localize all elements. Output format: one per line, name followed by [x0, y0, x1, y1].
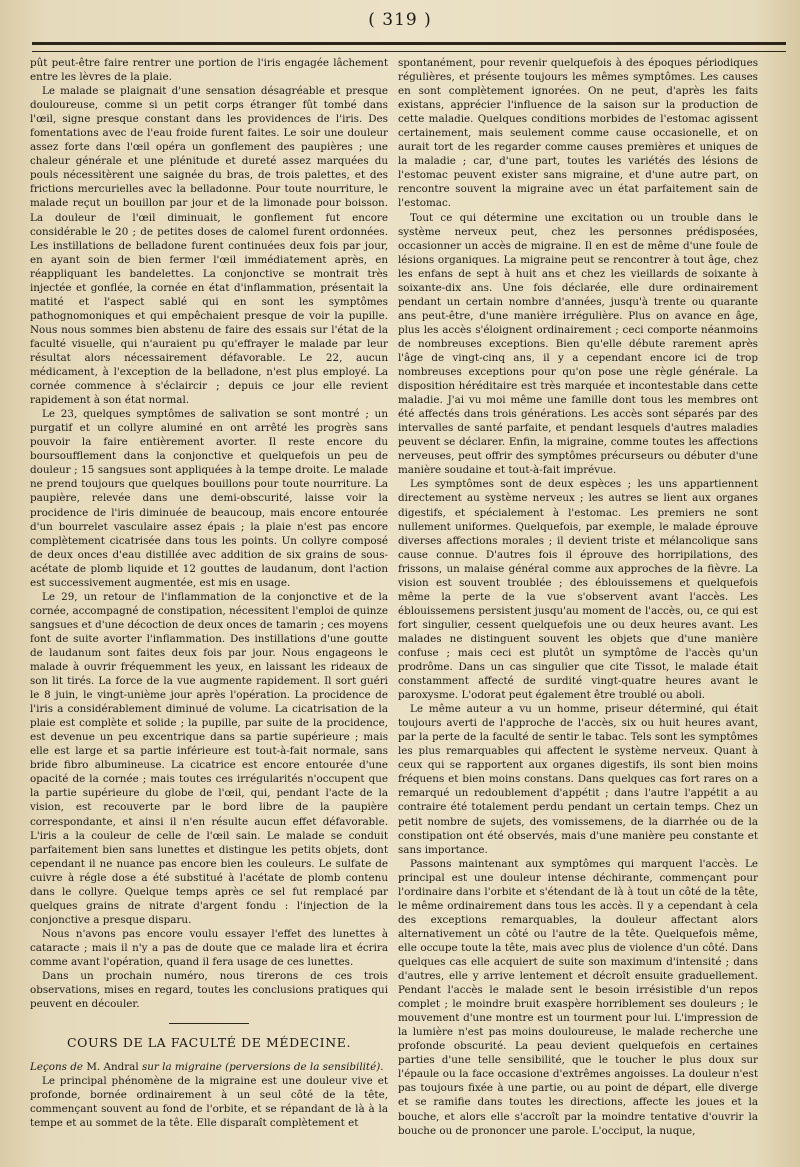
header-rule [32, 42, 786, 52]
paragraph: Tout ce qui détermine une excitation ou un trouble dans le système nerveux peut, chez les personnes prédisposées, occasionner un accès de migraine. Il en est de même d'une foule de lésions organiques. La migraine peut se rencontrer à tout âge, chez les enfans de sept à huit ans et chez les vieillards de soixante à soixante-dix ans. Une fois déclarée, elle dure ordinairement pendant un certain nombre d'années, jusqu'à trente ou quarante ans peut-être, d'une manière irrégulière. Plus on avance en âge, plus les accès s'éloignent ordinairement ; ceci comporte néanmoins de nombreuses exceptions. Bien qu'elle débute rarement après l'âge de vingt-cinq ans, il y a cependant encore ici de trop nombreuses exceptions pour qu'on pose une règle générale. La disposition héréditaire est très marquée et incontestable dans cette maladie. J'ai vu moi même une famille dont tous les membres ont été affectés dans trois générations. Les accès sont séparés par des intervalles de santé parfaite, et pendant lesquels d'autres maladies peuvent se déclarer. Enfin, la migraine, comme toutes les affections nerveuses, peut offrir des symptômes précurseurs ou débuter d'une manière soudaine et tout-à-fait imprévue. [398, 211, 758, 477]
paragraph: Nous n'avons pas encore voulu essayer l'effet des lunettes à cataracte ; mais il n'y a pas de doute que ce malade lira et écrira comme avant l'opération, quand il fera usage de ces lunettes. [30, 927, 388, 968]
left-after-paragraphs [30, 1074, 388, 1130]
lecture-label: Leçons de [30, 1061, 84, 1074]
section-title: COURS DE LA FACULTÉ DE MÉDECINE. [66, 1035, 352, 1051]
lecture-heading [30, 1060, 388, 1074]
paragraph: Dans un prochain numéro, nous tirerons de ces trois observations, mises en regard, toutes les conclusions pratiques qui peuvent en découler. [30, 970, 388, 1011]
left-column [30, 56, 388, 1156]
section-separator [169, 1023, 249, 1024]
right-column [398, 56, 758, 1156]
paragraph: Le principal phénomène de la migraine est une douleur vive et profonde, bornée ordinairement à un seul côté de la tête, commençant souvent au fond de l'orbite, et se répandant de là à la tempe et au sommet de la tête. Elle disparaît complètement et [30, 1075, 388, 1130]
paragraph: pût peut-être faire rentrer une portion de l'iris engagée lâchement entre les lèvres de la plaie. [30, 57, 388, 84]
lecture-subject: sur la migraine (perversions de la sensibilité). [141, 1061, 384, 1074]
paragraph: Le malade se plaignait d'une sensation désagréable et presque douloureuse, comme si un petit corps étranger fût tombé dans l'œil, signe presque constant dans les providences de l'iris. Des fomentations avec de l'eau froide furent faites. Le soir une douleur assez forte dans l'œil opéra un gonflement des paupières ; une chaleur générale et une plénitude et dureté assez marquées du pouls nécessitèrent une saignée du bras, de trois palettes, et des frictions mercurielles avec la belladonne. Pour toute nourriture, le malade reçut un bouillon par jour et de la limonade pour boisson. La douleur de l'œil diminuait, le gonflement fut encore considérable le 20 ; de petites doses de calomel furent ordonnées. Les instillations de belladone furent continuées deux fois par jour, en ayant soin de bien fermer l'œil immédiatement après, en réappliquant les bandelettes. La conjonctive se montrait très injectée et gonflée, la cornée en état d'inflammation, présentait la matité et l'aspect sablé qui en sont les symptômes pathognomoniques et qui empêchaient presque de voir la pupille. Nous nous sommes bien abstenu de faire des essais sur l'état de la faculté visuelle, qui n'auraient pu qu'effrayer le malade par leur résultat alors nécessairement défavorable. Le 22, aucun médicament, à l'exception de la belladone, n'est plus employé. La cornée commence à s'éclaircir ; depuis ce jour elle revient rapidement à son état normal. [30, 85, 388, 407]
page-number: ( 319 ) [368, 10, 432, 30]
lecture-author: M. Andral [86, 1061, 139, 1074]
paragraph: Le même auteur a vu un homme, priseur déterminé, qui était toujours averti de l'approche de l'accès, six ou huit heures avant, par la perte de la faculté de sentir le tabac. Tels sont les symptômes les plus remarquables qui affectent le système nerveux. Quant à ceux qui se rapportent aux organes digestifs, ils sont bien moins fréquens et bien moins constans. Dans quelques cas fort rares on a remarqué un redoublement d'appétit ; dans l'autre l'appétit a au contraire été totalement perdu pendant un certain temps. Chez un petit nombre de sujets, des vomissemens, de la diarrhée ou de la constipation ont été observés, mais d'une manière peu constante et sans importance. [398, 703, 758, 856]
paragraph: Le 23, quelques symptômes de salivation se sont montré ; un purgatif et un collyre aluminé en ont arrêté les progrès sans pouvoir la faire entièrement avorter. Il reste encore du boursoufflement dans la conjonctive et quelquefois un peu de douleur ; 15 sangsues sont appliquées à la tempe droite. Le malade ne prend toujours que quelques bouillons pour toute nourriture. La paupière, relevée dans une demi-obscurité, laisse voir la procidence de l'iris diminuée de beaucoup, mais encore entourée d'un bourrelet vasculaire assez épais ; la plaie n'est pas encore complètement cicatrisée dans tous les points. Un collyre composé de deux onces d'eau distillée avec addition de six grains de sous-acétate de plomb liquide et 12 gouttes de laudanum, dont l'action est successivement augmentée, est mis en usage. [30, 408, 388, 589]
right-paragraphs [398, 56, 758, 1138]
paragraph: spontanément, pour revenir quelquefois à des époques périodiques régulières, et présente toujours les mêmes symptômes. Les causes en sont complètement ignorées. On ne peut, d'après les faits existans, apprécier l'influence de la saison sur la production de cette maladie. Quelques conditions morbides de l'estomac agissent certainement, mais seulement comme cause occasionelle, et on aurait tort de les regarder comme causes premières et uniques de la maladie ; car, d'une part, toutes les variétés des lésions de l'estomac peuvent exister sans migraine, et d'une autre part, on rencontre souvent la migraine avec un état parfaitement sain de l'estomac. [398, 57, 758, 210]
paragraph: Passons maintenant aux symptômes qui marquent l'accès. Le principal est une douleur intense déchirante, commençant pour l'ordinaire dans l'orbite et s'étendant de là à tout un côté de la tête, le même ordinairement dans tous les accès. Il y a cependant à cela des exceptions remarquables, la douleur affectant alors alternativement un côté ou l'autre de la tête. Quelquefois même, elle occupe toute la tête, mais avec plus de violence d'un côté. Dans quelques cas elle acquiert de suite son maximum d'intensité ; dans d'autres, elle y arrive lentement et décroît ensuite graduellement. Pendant l'accès le malade sent le besoin irrésistible d'un repos complet ; le moindre bruit exaspère horriblement ses douleurs ; le mouvement d'une montre est un tourment pour lui. L'impression de la lumière n'est pas moins douloureuse, le malade recherche une profonde obscurité. La peau devient quelquefois en certaines parties d'une telle sensibilité, que le toucher le plus doux sur l'épaule ou la face occasione d'extrêmes angoisses. La douleur n'est pas toujours fixée à une partie, ou au point de départ, elle diverge et se ramifie dans toutes les directions, affecte les joues et la bouche, et alors elle s'accroît par la moindre tentative d'ouvrir la bouche ou de prononcer une parole. L'occiput, la nuque, [398, 857, 758, 1137]
left-paragraphs [30, 56, 388, 1011]
paragraph: Le 29, un retour de l'inflammation de la conjonctive et de la cornée, accompagné de constipation, nécessitent l'emploi de quinze sangsues et d'une décoction de deux onces de tamarin ; ces moyens font de suite avorter l'inflammation. Des instillations d'une goutte de laudanum sont faites deux fois par jour. Nous engageons le malade à ouvrir fréquemment les yeux, en laissant les rideaux de son lit tirés. La force de la vue augmente rapidement. Il sort guéri le 8 juin, le vingt-unième jour après l'opération. La procidence de l'iris a considérablement diminué de volume. La cicatrisation de la plaie est complète et solide ; la pupille, par suite de la procidence, est devenue un peu excentrique dans sa partie supérieure ; mais elle est large et sa partie inférieure est tout-à-fait normale, sans bride fibro albumineuse. La cicatrice est encore entourée d'une opacité de la cornée ; mais toutes ces irrégularités n'occupent que la partie supérieure du globe de l'œil, qui, pendant l'acte de la vision, est recouverte par le bord libre de la paupière correspondante, et ainsi il n'en résulte aucun effet défavorable. L'iris a la couleur de celle de l'œil sain. Le malade se conduit parfaitement bien sans lunettes et distingue les petits objets, dont cependant il ne nuance pas encore bien les couleurs. Le sulfate de cuivre à régle dose a été substitué à l'acétate de plomb contenu dans le collyre. Quelque temps après ce sel fut remplacé par quelques grains de nitrate d'argent fondu : l'injection de la conjonctive a presque disparu. [30, 590, 388, 926]
paragraph: Les symptômes sont de deux espèces ; les uns appartiennent directement au système nerveux ; les autres se lient aux organes digestifs, et spécialement à l'estomac. Les premiers ne sont nullement uniformes. Quelquefois, par exemple, le malade éprouve diverses affections morales ; il devient triste et mélancolique sans cause connue. D'autres fois il éprouve des horripilations, des frissons, un malaise général comme aux approches de la fièvre. La vision est souvent troublée ; des éblouissemens et quelquefois même la perte de la vue s'observent avant l'accès. Les éblouissemens persistent jusqu'au moment de l'accès, ou, ce qui est fort singulier, cessent quelquefois une ou deux heures avant. Les malades ne distinguent souvent les objets que d'une manière confuse ; mais ceci est plutôt un symptôme de l'accès qu'un prodrôme. Dans un cas singulier que cite Tissot, le malade était constamment affecté de surdité vingt-quatre heures avant le paroxysme. L'odorat peut également être troublé ou aboli. [398, 478, 758, 702]
